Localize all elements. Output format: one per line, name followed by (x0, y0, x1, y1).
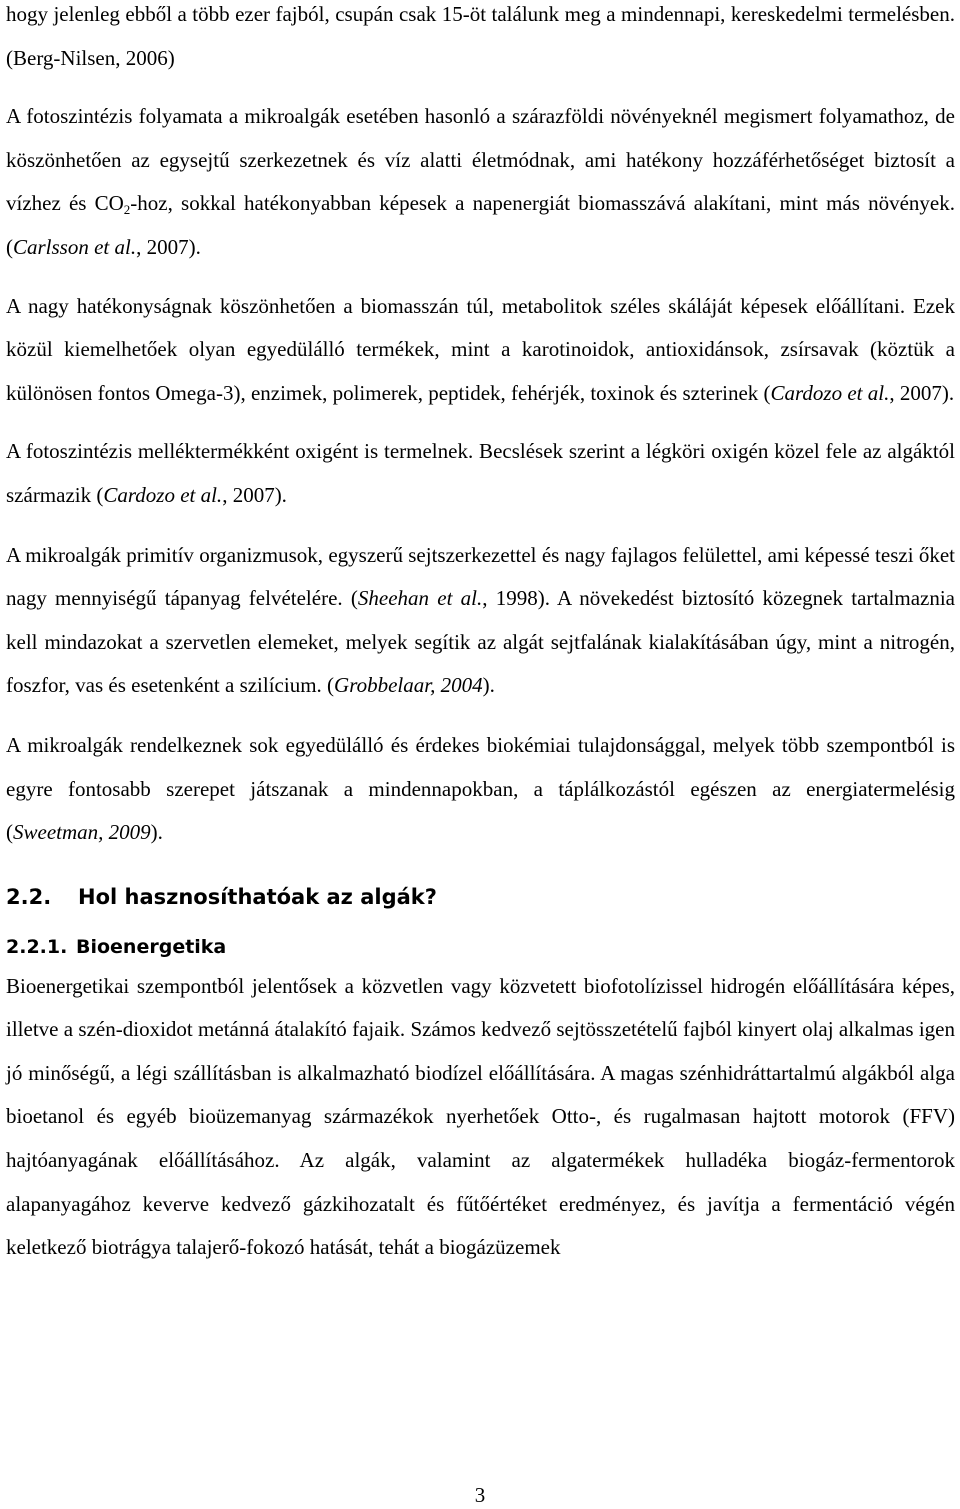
citation: Carlsson et al. (13, 234, 137, 259)
paragraph-text: A fotoszintézis folyamata a mikroalgák esetében hasonló a szárazföldi növényeknél megismert folyamathoz, de köszönhetően az egysejtű szerkezetnek és víz alatti életmódnak, ami hatékony hozzáférhetőséget biztosít a vízhez és CO (6, 104, 955, 216)
subsection-heading (6, 929, 955, 965)
citation: Sweetman, 2009 (13, 820, 151, 845)
paragraph-3 (6, 285, 955, 416)
document-page (6, 0, 955, 1270)
subsection-number: 2.2.1. (6, 935, 68, 958)
paragraph-text: , 2007). (222, 482, 287, 507)
section-number: 2.2. (6, 884, 52, 909)
paragraph-text: , 2007). (136, 234, 201, 259)
paragraph-text: hogy jelenleg ebből a több ezer fajból, csupán csak 15-öt találunk meg a mindennapi, kereskedelmi termelésben. (Berg-Nilsen, 2006) (6, 2, 955, 70)
paragraph-7 (6, 965, 955, 1270)
section-title: Hol hasznosíthatóak az algák? (78, 884, 437, 909)
paragraph-text: -hoz, sokkal hatékonyabban képesek a napenergiát biomasszává alakítani, mint más növények. ( (6, 191, 955, 259)
section-heading (6, 875, 955, 919)
paragraph-text: ). (482, 673, 495, 698)
paragraph-2 (6, 95, 955, 269)
paragraph-text: A nagy hatékonyságnak köszönhetően a biomasszán túl, metabolitok széles skáláját képesek előállítani. Ezek közül kiemelhetőek olyan egyedülálló termékek, mint a karotinoidok, antioxidánsok, zsírsavak (köztük a különösen fontos Omega-3), enzimek, polimerek, peptidek, fehérjék, toxinok és szterinek ( (6, 293, 955, 405)
paragraph-text: A mikroalgák rendelkeznek sok egyedülálló és érdekes biokémiai tulajdonsággal, melyek több szempontból is egyre fontosabb szerepet játszanak a mindennapokban, a táplálkozástól egészen az energiatermelésig ( (6, 732, 955, 845)
paragraph-text: , 1998). A növekedést biztosító közegnek tartalmaznia kell mindazokat a szervetlen elemeket, melyek segítik az algát sejtfalának kialakításában úgy, mint a nitrogén, foszfor, vas és esetenként a szilícium. ( (6, 586, 956, 698)
paragraph-text: Bioenergetikai szempontból jelentősek a közvetlen vagy közvetett biofotolízissel hidrogén előállítására képes, illetve a szén-dioxidot metánná átalakító fajaik. Számos kedvező sejtösszetételű fajból kinyert olaj alkalmas igen jó minőségű, a légi szállításban is alkalmazható biodízel előállítására. A magas szénhidráttartalmú algákból alga bioetanol és egyéb bioüzemanyag származékok nyerhetőek Otto-, és rugalmasan hajtott motorok (FFV) hajtóanyagának előállításához. Az algák, valamint az algatermékek hulladéka biogáz-fermentorok alapanyagához keverve kedvező gázkihozatalt és fűtőértéket eredményez, és javítja a fermentáció végén keletkező biotrágya talajerő-fokozó hatását, tehát a biogázüzemek (6, 973, 955, 1260)
page-number: 3 (474, 1483, 486, 1507)
paragraph-text: A mikroalgák primitív organizmusok, egyszerű sejtszerkezettel és nagy fajlagos felülettel, ami képessé teszi őket nagy mennyiségű tápanyag felvételére. ( (6, 542, 955, 611)
subsection-title: Bioenergetika (76, 935, 227, 958)
paragraph-4 (6, 430, 955, 517)
paragraph-5 (6, 534, 955, 708)
paragraph-text: A fotoszintézis melléktermékként oxigént is termelnek. Becslések szerint a légköri oxigén közel fele az algáktól származik ( (6, 439, 955, 507)
paragraph-1 (6, 0, 955, 80)
citation: Cardozo et al. (770, 380, 890, 405)
subscript: 2 (123, 202, 131, 218)
paragraph-text: ). (150, 820, 163, 845)
paragraph-text: , 2007). (889, 380, 955, 405)
paragraph-6 (6, 724, 955, 855)
citation: Cardozo et al. (103, 482, 223, 507)
citation: Sheehan et al. (357, 586, 483, 611)
citation: Grobbelaar, 2004 (334, 673, 483, 698)
